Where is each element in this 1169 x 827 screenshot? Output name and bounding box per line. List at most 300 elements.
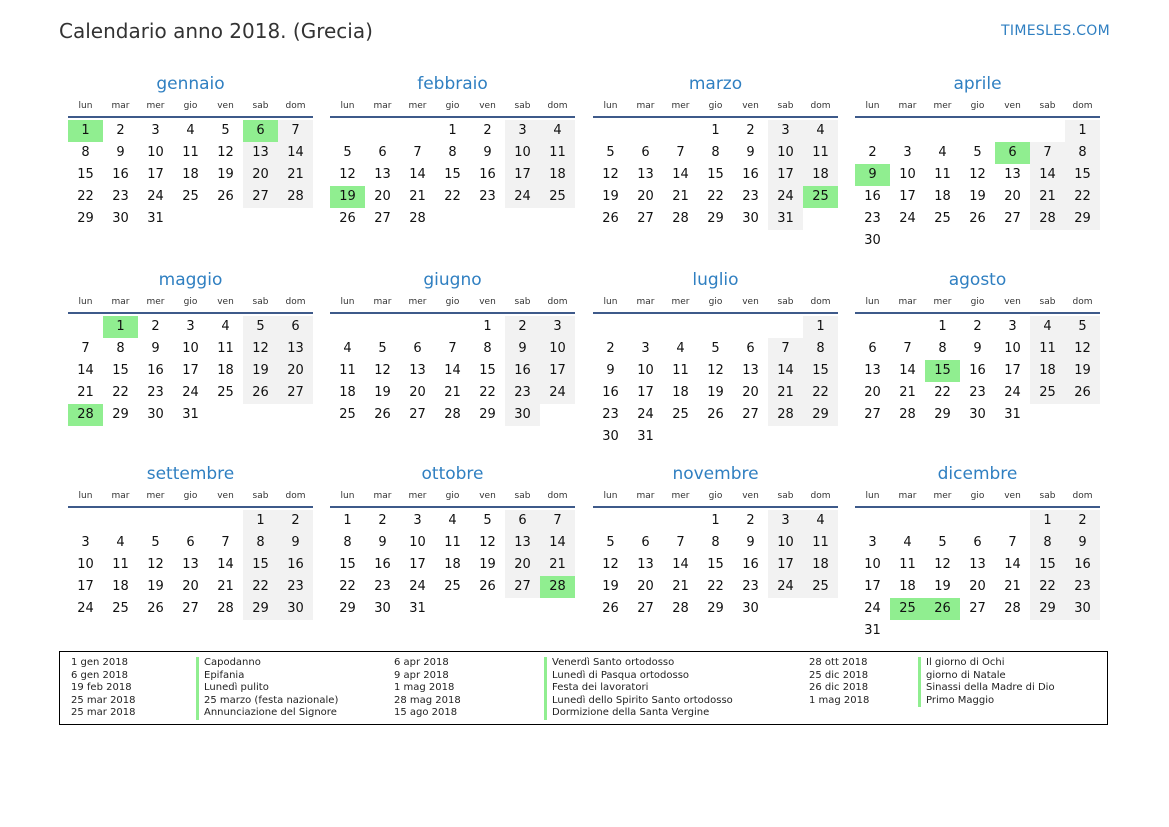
- day-cell: 23: [374, 579, 391, 594]
- day-cell: 24: [637, 407, 654, 422]
- day-grid: [593, 510, 838, 620]
- day-cell: 15: [1065, 164, 1100, 186]
- day-cell: 10: [637, 363, 654, 378]
- day-cell: 3: [505, 120, 540, 142]
- weekday-label: dom: [810, 297, 831, 307]
- holiday-day-cell: 6: [995, 142, 1030, 164]
- holiday-date: 25 mar 2018: [71, 707, 136, 719]
- weekday-label: sab: [252, 297, 269, 307]
- day-cell: 30: [147, 407, 164, 422]
- weekday-label: lun: [603, 491, 618, 501]
- holiday-day-cell: 26: [925, 598, 960, 620]
- weekday-label: mer: [933, 297, 952, 307]
- weekday-label: sab: [252, 101, 269, 111]
- day-cell: 15: [339, 557, 356, 572]
- weekday-label: ven: [217, 101, 234, 111]
- empty-cell: [365, 120, 400, 142]
- day-cell: 16: [742, 557, 759, 572]
- day-cell: 19: [934, 579, 951, 594]
- day-cell: 16: [278, 554, 313, 576]
- month-name: febbraio: [417, 74, 488, 94]
- day-cell: 17: [147, 167, 164, 182]
- day-cell: 23: [602, 407, 619, 422]
- month-name: luglio: [692, 270, 739, 290]
- empty-cell: [435, 316, 470, 338]
- holiday-date: 28 ott 2018: [809, 657, 868, 668]
- day-cell: 29: [112, 407, 129, 422]
- weekday-label: gio: [183, 101, 198, 111]
- holiday-date: 1 mag 2018: [394, 682, 455, 694]
- day-cell: 8: [1065, 142, 1100, 164]
- holiday-name: Epifania: [204, 669, 245, 681]
- day-grid: [330, 316, 575, 426]
- day-cell: 18: [182, 167, 199, 182]
- day-cell: 22: [1065, 186, 1100, 208]
- weekday-label: sab: [514, 101, 531, 111]
- day-cell: 29: [479, 407, 496, 422]
- weekday-label: gio: [970, 101, 985, 111]
- weekday-label: gio: [445, 297, 460, 307]
- day-cell: 27: [243, 186, 278, 208]
- holiday-name: Sinassi della Madre di Dio: [926, 682, 1055, 694]
- day-cell: 18: [339, 385, 356, 400]
- holiday-name: Annunciazione del Signore: [204, 707, 337, 719]
- day-cell: 19: [1065, 360, 1100, 382]
- holiday-name: Capodanno: [204, 657, 261, 668]
- day-cell: 7: [1008, 535, 1017, 550]
- day-cell: 4: [221, 319, 230, 334]
- day-cell: 13: [374, 167, 391, 182]
- month-name: dicembre: [937, 464, 1018, 484]
- weekday-label: ven: [742, 101, 759, 111]
- weekday-label: lun: [78, 101, 93, 111]
- day-cell: 21: [540, 554, 575, 576]
- day-cell: 6: [641, 145, 650, 160]
- day-cell: 7: [221, 535, 230, 550]
- day-cell: 12: [1065, 338, 1100, 360]
- holiday-dates-col-3: [809, 657, 869, 707]
- day-cell: 11: [899, 557, 916, 572]
- day-cell: 2: [483, 123, 492, 138]
- day-cell: 9: [378, 535, 387, 550]
- day-cell: 22: [77, 189, 94, 204]
- empty-cell: [330, 120, 365, 142]
- day-cell: 30: [278, 598, 313, 620]
- day-cell: 5: [483, 513, 492, 528]
- holiday-date: 6 apr 2018: [394, 657, 449, 668]
- day-cell: 30: [602, 429, 619, 444]
- day-cell: 19: [374, 385, 391, 400]
- weekday-label: dom: [547, 297, 568, 307]
- day-cell: 16: [479, 167, 496, 182]
- day-cell: 16: [505, 360, 540, 382]
- day-cell: 11: [1030, 338, 1065, 360]
- day-cell: 22: [1030, 576, 1065, 598]
- day-cell: 28: [409, 211, 426, 226]
- day-cell: 24: [864, 601, 881, 616]
- day-cell: 26: [707, 407, 724, 422]
- day-cell: 12: [339, 167, 356, 182]
- day-cell: 3: [903, 145, 912, 160]
- holiday-name: 25 marzo (festa nazionale): [204, 694, 339, 706]
- day-cell: 24: [409, 579, 426, 594]
- day-cell: 7: [81, 341, 90, 356]
- day-cell: 7: [903, 341, 912, 356]
- weekday-label: mer: [408, 297, 427, 307]
- weekday-label: dom: [285, 491, 306, 501]
- weekday-label: mar: [373, 491, 392, 501]
- weekday-label: mer: [146, 101, 165, 111]
- day-cell: 27: [278, 382, 313, 404]
- day-cell: 14: [409, 167, 426, 182]
- weekday-label: mar: [636, 297, 655, 307]
- day-cell: 20: [969, 579, 986, 594]
- day-cell: 30: [742, 601, 759, 616]
- day-cell: 27: [409, 407, 426, 422]
- weekday-label: mar: [111, 101, 130, 111]
- day-cell: 19: [217, 167, 234, 182]
- day-cell: 18: [803, 554, 838, 576]
- day-cell: 11: [339, 363, 356, 378]
- weekday-label: ven: [742, 491, 759, 501]
- weekday-label: lun: [78, 491, 93, 501]
- day-cell: 30: [1065, 598, 1100, 620]
- month-febbraio: [330, 72, 575, 230]
- month-settembre: [68, 462, 313, 620]
- day-cell: 8: [243, 532, 278, 554]
- day-cell: 16: [1065, 554, 1100, 576]
- day-cell: 30: [742, 211, 759, 226]
- empty-cell: [663, 510, 698, 532]
- month-name: maggio: [158, 270, 223, 290]
- day-cell: 22: [479, 385, 496, 400]
- day-cell: 8: [711, 535, 720, 550]
- day-cell: 23: [479, 189, 496, 204]
- day-cell: 13: [637, 557, 654, 572]
- weekday-label: gio: [708, 101, 723, 111]
- weekday-label: dom: [1072, 297, 1093, 307]
- weekday-label: lun: [340, 101, 355, 111]
- day-cell: 27: [637, 211, 654, 226]
- holiday-day-cell: 28: [540, 576, 575, 598]
- day-cell: 18: [217, 363, 234, 378]
- day-cell: 1: [711, 123, 720, 138]
- day-cell: 4: [116, 535, 125, 550]
- day-cell: 13: [969, 557, 986, 572]
- day-cell: 17: [637, 385, 654, 400]
- day-cell: 30: [112, 211, 129, 226]
- weekday-label: mer: [933, 491, 952, 501]
- day-cell: 6: [413, 341, 422, 356]
- day-cell: 28: [1030, 208, 1065, 230]
- weekday-header: [330, 96, 575, 118]
- day-cell: 29: [1065, 208, 1100, 230]
- weekday-label: mer: [408, 101, 427, 111]
- weekday-header: [593, 96, 838, 118]
- weekday-label: dom: [285, 101, 306, 111]
- weekday-label: lun: [603, 297, 618, 307]
- day-cell: 23: [1065, 576, 1100, 598]
- day-cell: 6: [278, 316, 313, 338]
- weekday-header: [68, 486, 313, 508]
- day-cell: 2: [505, 316, 540, 338]
- empty-cell: [208, 510, 243, 532]
- day-cell: 5: [938, 535, 947, 550]
- day-cell: 18: [803, 164, 838, 186]
- day-cell: 11: [217, 341, 234, 356]
- holiday-date: 26 dic 2018: [809, 682, 869, 694]
- day-cell: 23: [969, 385, 986, 400]
- day-cell: 16: [742, 167, 759, 182]
- day-cell: 15: [77, 167, 94, 182]
- weekday-label: dom: [1072, 491, 1093, 501]
- day-cell: 22: [444, 189, 461, 204]
- weekday-header: [330, 292, 575, 314]
- weekday-label: gio: [970, 297, 985, 307]
- day-cell: 23: [147, 385, 164, 400]
- weekday-label: mar: [111, 297, 130, 307]
- holiday-date: 25 dic 2018: [809, 669, 869, 681]
- day-cell: 1: [343, 513, 352, 528]
- day-cell: 26: [243, 382, 278, 404]
- weekday-label: sab: [514, 491, 531, 501]
- day-cell: 15: [803, 360, 838, 382]
- weekday-label: gio: [708, 491, 723, 501]
- weekday-label: lun: [865, 491, 880, 501]
- weekday-label: sab: [777, 297, 794, 307]
- day-cell: 2: [151, 319, 160, 334]
- day-cell: 29: [707, 601, 724, 616]
- holiday-day-cell: 15: [925, 360, 960, 382]
- day-grid: [330, 510, 575, 620]
- weekday-label: dom: [547, 101, 568, 111]
- day-cell: 3: [81, 535, 90, 550]
- weekday-label: dom: [547, 491, 568, 501]
- day-cell: 31: [182, 407, 199, 422]
- day-cell: 19: [243, 360, 278, 382]
- day-cell: 13: [182, 557, 199, 572]
- empty-cell: [733, 316, 768, 338]
- weekday-label: sab: [1039, 101, 1056, 111]
- day-cell: 27: [505, 576, 540, 598]
- day-cell: 4: [448, 513, 457, 528]
- weekday-label: dom: [1072, 101, 1093, 111]
- holiday-names-col-1: [196, 657, 338, 720]
- day-cell: 24: [899, 211, 916, 226]
- day-cell: 24: [768, 186, 803, 208]
- day-cell: 12: [602, 167, 619, 182]
- day-grid: [855, 316, 1100, 426]
- day-cell: 5: [1065, 316, 1100, 338]
- day-cell: 9: [973, 341, 982, 356]
- day-cell: 23: [742, 579, 759, 594]
- day-cell: 26: [1065, 382, 1100, 404]
- weekday-header: [68, 96, 313, 118]
- day-cell: 11: [803, 142, 838, 164]
- day-cell: 6: [505, 510, 540, 532]
- weekday-label: sab: [514, 297, 531, 307]
- day-cell: 9: [116, 145, 125, 160]
- day-cell: 7: [413, 145, 422, 160]
- day-cell: 5: [711, 341, 720, 356]
- empty-cell: [103, 510, 138, 532]
- day-cell: 17: [1004, 363, 1021, 378]
- day-cell: 18: [899, 579, 916, 594]
- day-cell: 15: [707, 167, 724, 182]
- day-cell: 25: [540, 186, 575, 208]
- weekday-label: mer: [671, 297, 690, 307]
- day-cell: 1: [448, 123, 457, 138]
- holiday-date: 28 mag 2018: [394, 694, 461, 706]
- day-cell: 28: [1004, 601, 1021, 616]
- day-grid: [593, 316, 838, 448]
- empty-cell: [890, 316, 925, 338]
- day-grid: [68, 316, 313, 426]
- day-cell: 30: [374, 601, 391, 616]
- day-cell: 29: [1030, 598, 1065, 620]
- day-cell: 2: [868, 145, 877, 160]
- day-cell: 15: [243, 554, 278, 576]
- empty-cell: [593, 510, 628, 532]
- day-cell: 4: [903, 535, 912, 550]
- day-cell: 13: [409, 363, 426, 378]
- day-cell: 16: [969, 363, 986, 378]
- weekday-label: mar: [373, 297, 392, 307]
- empty-cell: [855, 510, 890, 532]
- day-cell: 18: [112, 579, 129, 594]
- day-cell: 15: [479, 363, 496, 378]
- day-cell: 16: [112, 167, 129, 182]
- day-cell: 3: [186, 319, 195, 334]
- weekday-label: ven: [479, 491, 496, 501]
- holiday-names-col-2: [544, 657, 733, 720]
- day-cell: 16: [374, 557, 391, 572]
- empty-cell: [925, 510, 960, 532]
- day-cell: 26: [217, 189, 234, 204]
- day-cell: 7: [1030, 142, 1065, 164]
- day-cell: 2: [1065, 510, 1100, 532]
- holiday-date: 6 gen 2018: [71, 669, 129, 681]
- day-cell: 13: [864, 363, 881, 378]
- day-cell: 16: [602, 385, 619, 400]
- day-cell: 1: [711, 513, 720, 528]
- day-cell: 25: [1030, 382, 1065, 404]
- weekday-header: [855, 292, 1100, 314]
- empty-cell: [593, 120, 628, 142]
- day-cell: 2: [606, 341, 615, 356]
- day-grid: [68, 120, 313, 230]
- empty-cell: [855, 316, 890, 338]
- holiday-day-cell: 19: [330, 186, 365, 208]
- day-cell: 20: [505, 554, 540, 576]
- day-cell: 17: [768, 554, 803, 576]
- day-cell: 1: [1030, 510, 1065, 532]
- day-cell: 10: [768, 532, 803, 554]
- month-name: gennaio: [156, 74, 225, 94]
- day-cell: 18: [934, 189, 951, 204]
- day-cell: 16: [864, 189, 881, 204]
- day-cell: 30: [864, 233, 881, 248]
- weekday-label: sab: [777, 491, 794, 501]
- weekday-header: [330, 486, 575, 508]
- day-cell: 8: [803, 338, 838, 360]
- day-cell: 26: [147, 601, 164, 616]
- day-cell: 21: [409, 189, 426, 204]
- day-cell: 6: [641, 535, 650, 550]
- day-cell: 14: [278, 142, 313, 164]
- day-cell: 13: [243, 142, 278, 164]
- weekday-label: ven: [217, 491, 234, 501]
- day-cell: 4: [676, 341, 685, 356]
- day-cell: 10: [182, 341, 199, 356]
- empty-cell: [365, 316, 400, 338]
- day-cell: 24: [77, 601, 94, 616]
- day-cell: 11: [934, 167, 951, 182]
- holiday-day-cell: 1: [103, 316, 138, 338]
- day-cell: 24: [147, 189, 164, 204]
- month-name: ottobre: [421, 464, 484, 484]
- day-cell: 22: [934, 385, 951, 400]
- day-cell: 9: [483, 145, 492, 160]
- day-cell: 17: [182, 363, 199, 378]
- holiday-names-col-3: [918, 657, 1055, 707]
- day-cell: 2: [116, 123, 125, 138]
- holiday-name: Lunedì di Pasqua ortodosso: [552, 669, 690, 681]
- day-cell: 11: [182, 145, 199, 160]
- day-cell: 3: [540, 316, 575, 338]
- day-cell: 26: [969, 211, 986, 226]
- day-cell: 20: [374, 189, 391, 204]
- day-cell: 1: [938, 319, 947, 334]
- day-cell: 19: [602, 579, 619, 594]
- day-cell: 18: [540, 164, 575, 186]
- weekday-label: sab: [777, 101, 794, 111]
- day-cell: 2: [746, 123, 755, 138]
- day-cell: 17: [540, 360, 575, 382]
- day-cell: 20: [637, 579, 654, 594]
- month-marzo: [593, 72, 838, 230]
- day-cell: 13: [1004, 167, 1021, 182]
- day-cell: 21: [768, 382, 803, 404]
- empty-cell: [138, 510, 173, 532]
- month-maggio: [68, 268, 313, 426]
- day-cell: 6: [378, 145, 387, 160]
- weekday-label: lun: [340, 297, 355, 307]
- holiday-date: 9 apr 2018: [394, 669, 449, 681]
- day-cell: 20: [742, 385, 759, 400]
- day-cell: 21: [672, 579, 689, 594]
- weekday-label: lun: [865, 101, 880, 111]
- day-cell: 31: [1004, 407, 1021, 422]
- day-cell: 20: [278, 360, 313, 382]
- brand-link[interactable]: TIMESLES.COM: [1001, 23, 1110, 39]
- day-cell: 28: [444, 407, 461, 422]
- day-cell: 7: [278, 120, 313, 142]
- holiday-day-cell: 25: [803, 186, 838, 208]
- day-cell: 27: [374, 211, 391, 226]
- day-cell: 8: [116, 341, 125, 356]
- holiday-date: 15 ago 2018: [394, 707, 458, 719]
- month-name: agosto: [948, 270, 1007, 290]
- empty-cell: [330, 316, 365, 338]
- weekday-label: gio: [445, 101, 460, 111]
- day-cell: 9: [151, 341, 160, 356]
- day-cell: 14: [1004, 557, 1021, 572]
- holiday-name: Il giorno di Ochi: [926, 657, 1005, 668]
- weekday-label: mar: [111, 491, 130, 501]
- day-cell: 21: [1030, 186, 1065, 208]
- day-cell: 8: [81, 145, 90, 160]
